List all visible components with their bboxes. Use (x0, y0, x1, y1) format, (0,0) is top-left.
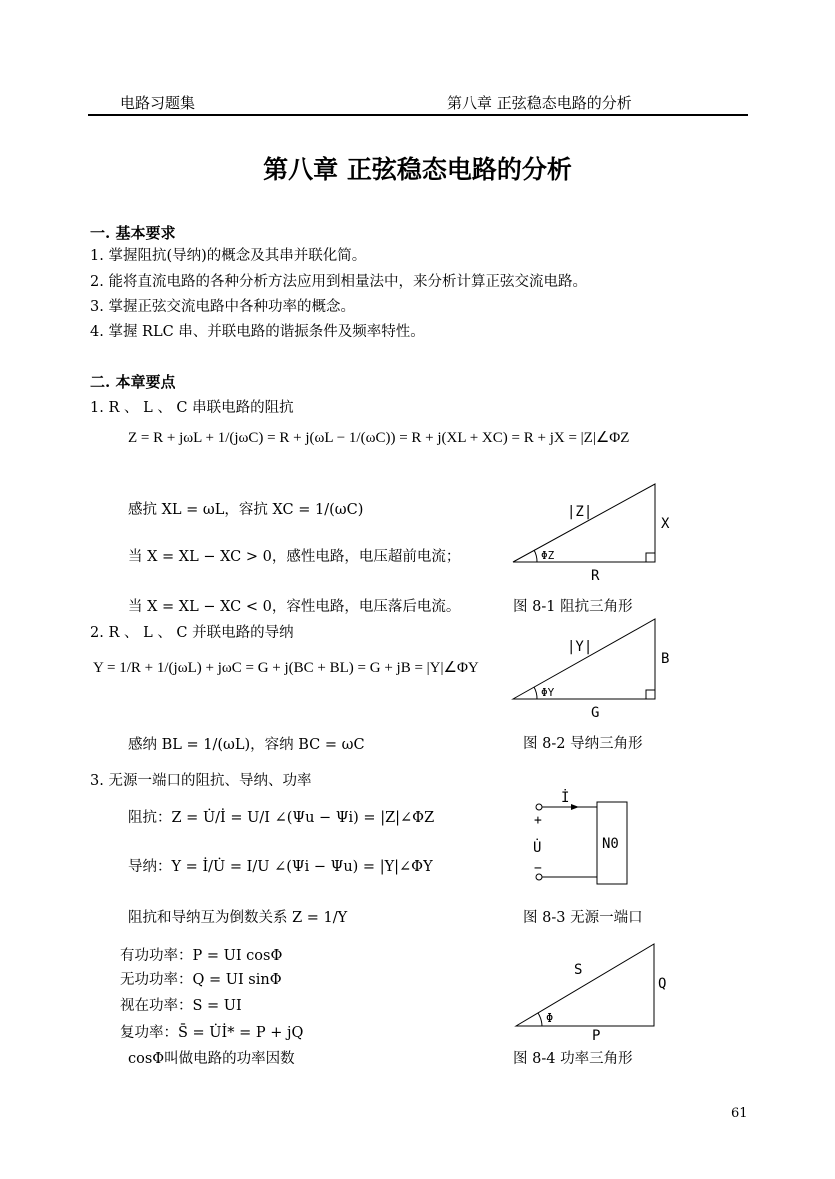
impedance-opp-label: X (661, 516, 670, 532)
fig3-caption: 图 8-3 无源一端口 (523, 910, 643, 926)
section1-heading: 一. 基本要求 (90, 224, 176, 242)
admittance-opp-label: B (661, 651, 670, 667)
power-triangle-figure (510, 938, 680, 1043)
page-number: 61 (731, 1106, 748, 1121)
complex-power-line: 复功率：S̄ = U̇İ* = P + jQ (120, 1025, 304, 1041)
section1-item-1: 1. 掌握阻抗(导纳)的概念及其串并联化简。 (90, 248, 367, 264)
section1-item-4: 4. 掌握 RLC 串、并联电路的谐振条件及频率特性。 (90, 324, 425, 340)
power-adj-label: P (592, 1028, 601, 1043)
oneport-title: 3. 无源一端口的阻抗、导纳、功率 (90, 773, 312, 789)
reactive-power-line: 无功功率：Q = UI sinΦ (120, 972, 282, 988)
plus-label: + (534, 813, 542, 828)
fig1-caption: 图 8-1 阻抗三角形 (513, 599, 633, 615)
current-label: İ (561, 790, 570, 806)
voltage-label: U̇ (533, 840, 542, 856)
network-label: N0 (602, 836, 619, 852)
header-left: 电路习题集 (120, 94, 196, 112)
header-rule (88, 114, 748, 116)
admittance-angle-label: ΦY (541, 686, 555, 699)
impedance-angle-label: ΦZ (541, 549, 555, 562)
power-hyp-label: S (574, 962, 583, 978)
reactance-line: 感抗 XL = ωL，容抗 XC = 1/(ωC) (128, 502, 364, 518)
series-eq-text: Z = R + jωL + 1/(jωC) = R + j(ωL − 1/(ωC)) = R + j(XL + XC) = R + jX = |Z|∠ΦZ (128, 430, 630, 446)
parallel-title: 2. R 、 L 、 C 并联电路的导纳 (90, 625, 294, 641)
active-power-line: 有功功率：P = UI cosΦ (120, 948, 283, 964)
section1-item-2: 2. 能将直流电路的各种分析方法应用到相量法中，来分析计算正弦交流电路。 (90, 274, 587, 290)
admittance-hyp-label: |Y| (567, 639, 593, 655)
fig4-caption: 图 8-4 功率三角形 (513, 1051, 633, 1067)
parallel-admittance-equation: Y = 1/R + 1/(jωL) + jωC = G + j(BC + BL) = G + jB = |Y|∠ΦY (93, 660, 479, 676)
reciprocal-line: 阻抗和导纳互为倒数关系 Z = 1/Y (128, 910, 348, 926)
power-opp-label: Q (658, 976, 667, 992)
admittance-line: 导纳：Y = İ/U̇ = I/U ∠(Ψi − Ψu) = |Y|∠ΦY (128, 859, 433, 875)
oneport-figure (525, 780, 635, 890)
apparent-power-line: 视在功率：S = UI (120, 998, 242, 1014)
section1-item-3: 3. 掌握正弦交流电路中各种功率的概念。 (90, 299, 355, 315)
header-right: 第八章 正弦稳态电路的分析 (447, 94, 632, 112)
impedance-hyp-label: |Z| (567, 504, 593, 520)
impedance-triangle-figure (505, 480, 680, 585)
chapter-title: 第八章 正弦稳态电路的分析 (263, 155, 572, 184)
admittance-triangle-figure (505, 615, 680, 720)
power-angle-label: Φ (546, 1011, 554, 1025)
admittance-adj-label: G (591, 705, 600, 720)
power-factor-line: cosΦ叫做电路的功率因数 (128, 1051, 295, 1067)
series-title: 1. R 、 L 、 C 串联电路的阻抗 (90, 400, 294, 416)
fig2-caption: 图 8-2 导纳三角形 (523, 736, 643, 752)
inductive-line: 当 X = XL − XC > 0，感性电路，电压超前电流； (128, 549, 461, 565)
section2-heading: 二. 本章要点 (90, 373, 176, 391)
impedance-line: 阻抗：Z = U̇/İ = U/I ∠(Ψu − Ψi) = |Z|∠ΦZ (128, 810, 435, 826)
series-impedance-equation (128, 428, 629, 447)
capacitive-line: 当 X = XL − XC < 0，容性电路，电压落后电流。 (128, 599, 461, 615)
impedance-adj-label: R (591, 568, 600, 584)
susceptance-line: 感纳 BL = 1/(ωL)，容纳 BC = ωC (128, 737, 365, 753)
minus-label: − (534, 861, 542, 876)
